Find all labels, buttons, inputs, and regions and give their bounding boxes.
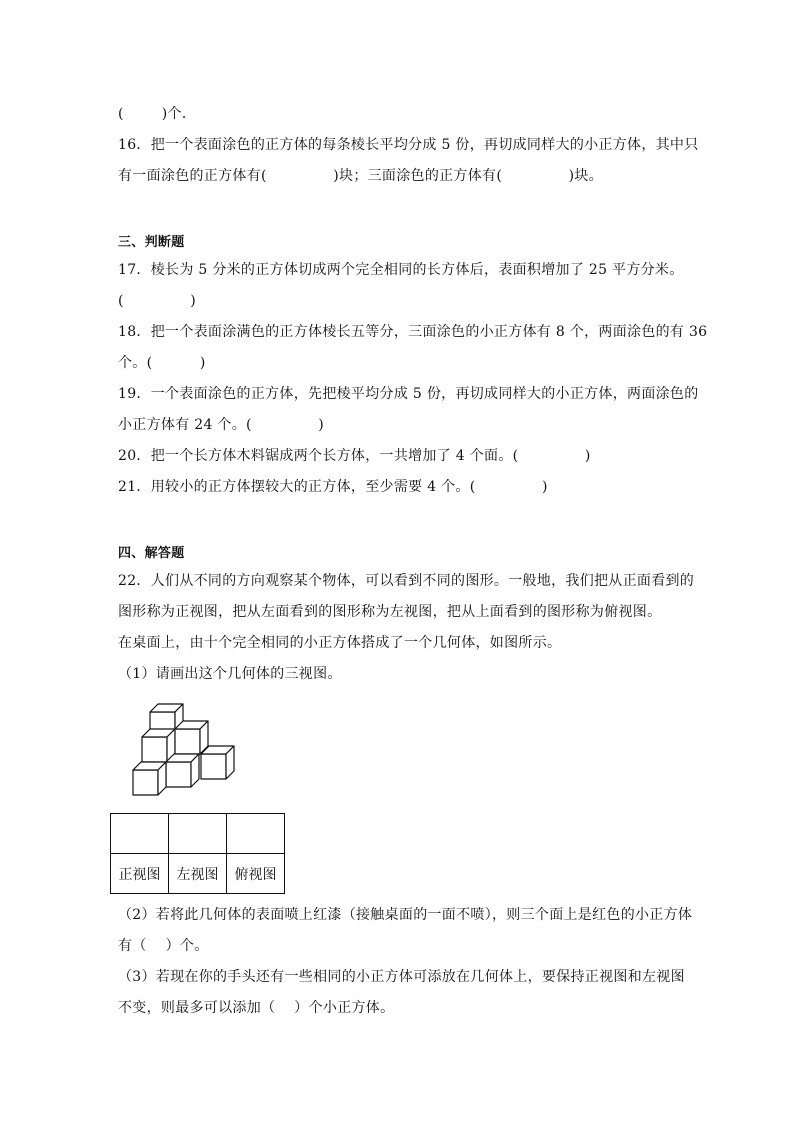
q22-part2-line1: （2）若将此几何体的表面喷上红漆（接触桌面的一面不喷），则三个面上是红色的小正方体 — [118, 907, 693, 923]
q17-line1: 17．棱长为 5 分米的正方体切成两个完全相同的长方体后，表面积增加了 25 平方分米。 — [118, 262, 684, 278]
section-judge-heading: 三、判断题 — [118, 235, 185, 250]
cube — [133, 762, 166, 795]
q15-tail: ( )个． — [118, 106, 197, 122]
top-view-drawing-cell[interactable] — [227, 814, 285, 854]
q22-part3-line1: （3）若现在你的手头还有一些相同的小正方体可添放在几何体上，要保持正视图和左视图 — [118, 969, 685, 985]
q19-line2: 小正方体有 24 个。( ) — [118, 417, 325, 433]
section-solve-heading: 四、解答题 — [118, 546, 185, 561]
top-view-label: 俯视图 — [227, 854, 285, 894]
q22-line1: 22．人们从不同的方向观察某个物体，可以看到不同的图形。一般地，我们把从正面看到的 — [118, 573, 695, 589]
front-view-drawing-cell[interactable] — [111, 814, 169, 854]
left-view-drawing-cell[interactable] — [169, 814, 227, 854]
cube — [142, 729, 175, 762]
q22-part3-line2: 不变，则最多可以添加（ ）个小正方体。 — [118, 1000, 395, 1016]
cube — [166, 754, 199, 787]
three-views-table — [110, 813, 285, 894]
q22-part2-line2: 有（ ）个。 — [118, 938, 209, 954]
left-view-label: 左视图 — [169, 854, 227, 894]
cube — [175, 721, 208, 754]
q18-line2: 个。( ) — [118, 355, 206, 371]
q16-line1: 16．把一个表面涂色的正方体的每条棱长平均分成 5 份，再切成同样大的小正方体，其中只 — [118, 137, 699, 153]
q19-line1: 19．一个表面涂色的正方体，先把棱平均分成 5 份，再切成同样大的小正方体，两面涂色的 — [118, 386, 699, 402]
q22-part1: （1）请画出这个几何体的三视图。 — [118, 666, 342, 682]
q20: 20．把一个长方体木料锯成两个长方体，一共增加了 4 个面。( ) — [118, 448, 591, 464]
q21: 21．用较小的正方体摆较大的正方体，至少需要 4 个。( ) — [118, 479, 548, 495]
q18-line1: 18．把一个表面涂满色的正方体棱长五等分，三面涂色的小正方体有 8 个，两面涂色的有 36 — [118, 324, 708, 340]
front-view-label: 正视图 — [111, 854, 169, 894]
cube-stack-figure — [128, 692, 240, 800]
q17-line2: ( ) — [118, 293, 197, 309]
cube — [201, 746, 234, 779]
q16-line2: 有一面涂色的正方体有( )块；三面涂色的正方体有( )块。 — [118, 168, 603, 184]
q22-line3: 在桌面上，由十个完全相同的小正方体搭成了一个几何体，如图所示。 — [118, 635, 562, 651]
q22-line2: 图形称为正视图，把从左面看到的图形称为左视图，把从上面看到的图形称为俯视图。 — [118, 604, 662, 620]
